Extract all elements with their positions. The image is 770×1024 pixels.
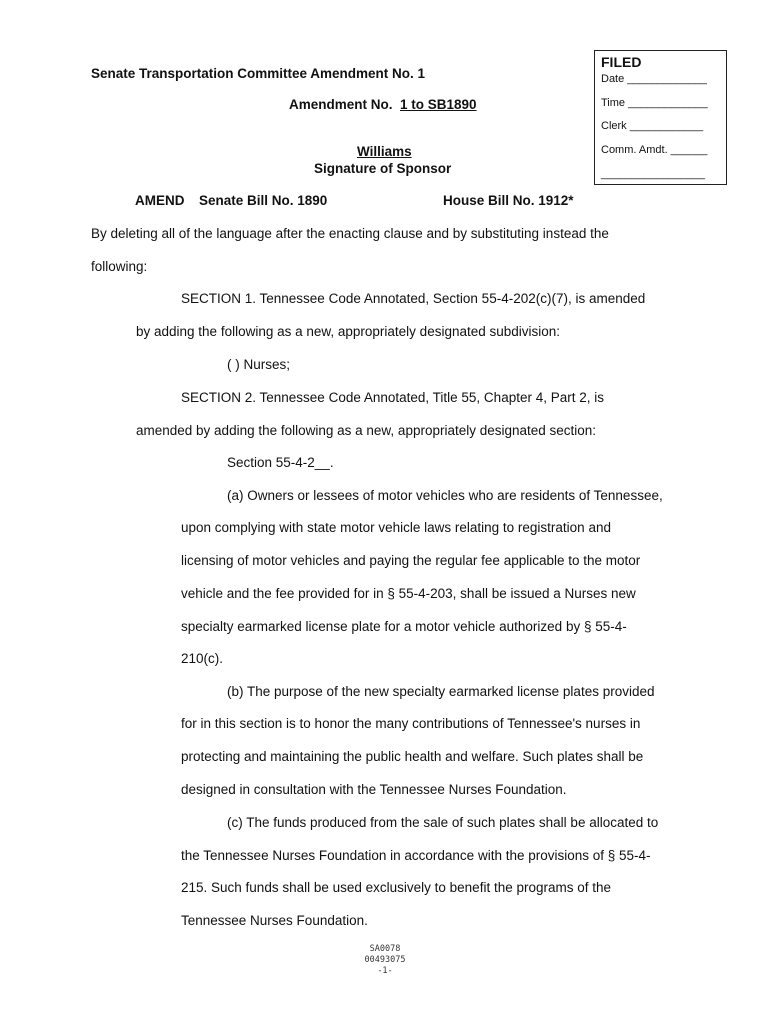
section-2-line-1: SECTION 2. Tennessee Code Annotated, Title 55, Chapter 4, Part 2, is bbox=[181, 390, 604, 405]
filed-box bbox=[594, 50, 727, 185]
filed-date-field: Date _____________ bbox=[601, 73, 707, 85]
filed-title: FILED bbox=[601, 54, 642, 70]
subsection-a-line-4: vehicle and the fee provided for in § 55-4-203, shall be issued a Nurses new bbox=[181, 586, 636, 601]
section-2-line-2: amended by adding the following as a new, appropriately designated section: bbox=[136, 423, 597, 438]
subsection-c-line-3: 215. Such funds shall be used exclusively to benefit the programs of the bbox=[181, 880, 612, 895]
subsection-c-line-4: Tennessee Nurses Foundation. bbox=[181, 913, 368, 928]
footer-code-1: SA0078 bbox=[369, 944, 401, 954]
committee-amendment-title: Senate Transportation Committee Amendment No. 1 bbox=[91, 66, 426, 81]
filed-comm-amdt-field: Comm. Amdt. ______ bbox=[601, 144, 708, 156]
subsection-b-line-2: for in this section is to honor the many contributions of Tennessee's nurses in bbox=[181, 716, 641, 731]
page-number: -1- bbox=[377, 966, 393, 976]
subsection-b-line-4: designed in consultation with the Tennessee Nurses Foundation. bbox=[181, 782, 567, 797]
subsection-a-line-5: specialty earmarked license plate for a motor vehicle authorized by § 55-4- bbox=[181, 619, 627, 634]
intro-line-2: following: bbox=[91, 259, 148, 274]
section-1-item: ( ) Nurses; bbox=[227, 357, 291, 372]
amendment-number-label: Amendment No. bbox=[289, 97, 393, 112]
filed-clerk-field: Clerk ____________ bbox=[601, 120, 704, 132]
filed-time-field: Time _____________ bbox=[601, 97, 708, 109]
amend-label: AMEND bbox=[135, 193, 185, 208]
sponsor-caption: Signature of Sponsor bbox=[314, 161, 452, 176]
sponsor-name: Williams bbox=[357, 144, 412, 159]
subsection-b-line-3: protecting and maintaining the public health and welfare. Such plates shall be bbox=[181, 749, 644, 764]
subsection-c-line-1: (c) The funds produced from the sale of such plates shall be allocated to bbox=[227, 815, 659, 830]
subsection-b-line-1: (b) The purpose of the new specialty earmarked license plates provided bbox=[227, 684, 655, 699]
section-1-line-2: by adding the following as a new, appropriately designated subdivision: bbox=[136, 324, 561, 339]
amendment-number-ref: 1 to SB1890 bbox=[400, 97, 477, 112]
subsection-c-line-2: the Tennessee Nurses Foundation in accordance with the provisions of § 55-4- bbox=[181, 848, 651, 863]
amendment-number-line bbox=[289, 97, 477, 112]
subsection-a-line-3: licensing of motor vehicles and paying the regular fee applicable to the motor bbox=[181, 553, 641, 568]
footer-code-2: 00493075 bbox=[364, 955, 406, 965]
section-2-number: Section 55-4-2__. bbox=[227, 455, 334, 470]
subsection-a-line-6: 210(c). bbox=[181, 651, 224, 666]
house-bill-number: House Bill No. 1912* bbox=[443, 193, 574, 208]
subsection-a-line-2: upon complying with state motor vehicle laws relating to registration and bbox=[181, 520, 611, 535]
intro-line-1: By deleting all of the language after the enacting clause and by substituting instead the bbox=[91, 226, 609, 241]
senate-bill-number: Senate Bill No. 1890 bbox=[199, 193, 328, 208]
section-1-line-1: SECTION 1. Tennessee Code Annotated, Section 55-4-202(c)(7), is amended bbox=[181, 291, 646, 306]
filed-blank-field: _________________ bbox=[601, 168, 706, 180]
subsection-a-line-1: (a) Owners or lessees of motor vehicles who are residents of Tennessee, bbox=[227, 488, 663, 503]
